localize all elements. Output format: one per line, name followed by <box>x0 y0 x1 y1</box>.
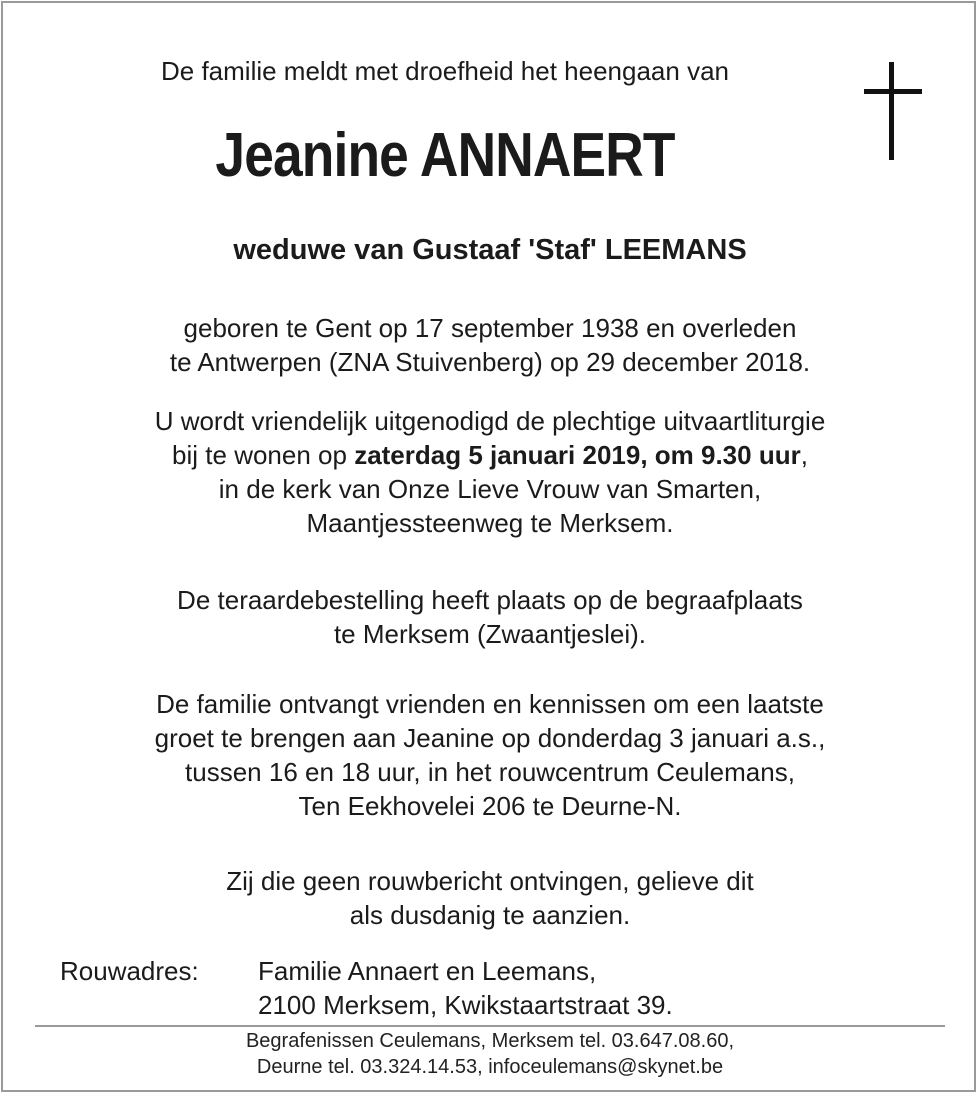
visitation-line-3: tussen 16 en 18 uur, in het rouwcentrum Ceulemans, <box>185 757 795 787</box>
closing-line-2: als dusdanig te aanzien. <box>349 900 631 930</box>
funeral-date-time: zaterdag 5 januari 2019, om 9.30 uur <box>354 440 801 470</box>
invitation-line-3: in de kerk van Onze Lieve Vrouw van Smarten, <box>218 474 762 504</box>
visitation-line-1: De familie ontvangt vrienden en kennissen om een laatste <box>156 689 824 719</box>
footer-line-1: Begrafenissen Ceulemans, Merksem tel. 03.647.08.60, <box>245 1030 735 1052</box>
visitation-paragraph <box>0 687 980 823</box>
closing-line-1: Zij die geen rouwbericht ontvingen, gelieve dit <box>226 866 754 896</box>
latin-cross-icon <box>864 62 922 160</box>
birth-death-paragraph <box>0 311 980 379</box>
closing-paragraph <box>0 864 980 932</box>
death-line: te Antwerpen (ZNA Stuivenberg) op 29 december 2018. <box>169 347 811 377</box>
burial-line-2: te Merksem (Zwaantjeslei). <box>333 619 647 649</box>
address-line-1: Familie Annaert en Leemans, <box>258 956 597 986</box>
address-label: Rouwadres: <box>60 956 199 986</box>
deceased-name: Jeanine ANNAERT <box>215 121 675 190</box>
widow-of: weduwe van Gustaaf 'Staf' LEEMANS <box>233 234 747 266</box>
invitation-line-1: U wordt vriendelijk uitgenodigd de plechtige uitvaartliturgie <box>154 406 826 436</box>
invitation-paragraph <box>0 404 980 540</box>
mourning-address <box>258 954 673 1022</box>
address-line-2: 2100 Merksem, Kwikstaartstraat 39. <box>258 990 673 1020</box>
invitation-line-2: bij te wonen op zaterdag 5 januari 2019, om 9.30 uur, <box>172 440 808 470</box>
footer-line-2: Deurne tel. 03.324.14.53, infoceulemans@skynet.be <box>256 1056 724 1078</box>
footer-divider <box>35 1025 945 1027</box>
visitation-line-2: groet te brengen aan Jeanine op donderdag 3 januari a.s., <box>154 723 826 753</box>
invitation-line-4: Maantjessteenweg te Merksem. <box>306 508 674 538</box>
funeral-home-footer <box>0 1028 980 1080</box>
intro-text: De familie meldt met droefheid het heengaan van <box>160 56 729 86</box>
burial-line-1: De teraardebestelling heeft plaats op de begraafplaats <box>177 585 803 615</box>
visitation-line-4: Ten Eekhovelei 206 te Deurne-N. <box>298 791 682 821</box>
birth-line: geboren te Gent op 17 september 1938 en overleden <box>183 313 797 343</box>
burial-paragraph <box>0 583 980 651</box>
